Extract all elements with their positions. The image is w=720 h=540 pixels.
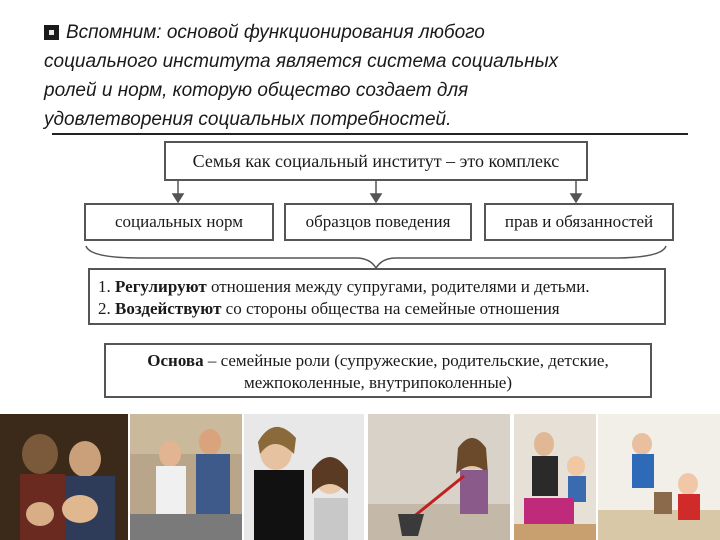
norms-box — [84, 203, 274, 241]
intro-line-3: ролей и норм, которую общество создает для — [44, 80, 469, 101]
mother-child-playroom-photo — [514, 414, 596, 540]
item-rights-duties: прав и обязанностей — [504, 212, 654, 231]
family-kitchen-photo — [130, 414, 242, 540]
intro-line-1: Вспомним: основой функционирования любого — [66, 22, 485, 43]
functions-box — [88, 268, 666, 325]
diagram-title: Семья как социальный институт – это комплекс — [192, 150, 560, 171]
children-playing-photo — [598, 414, 720, 540]
intro-line-4: удовлетворения социальных потребностей. — [44, 109, 452, 130]
rights-duties-box — [484, 203, 674, 241]
function-item: 2. Воздействуют со стороны общества на семейные отношения — [98, 299, 560, 318]
basis-text-2: межпоколенные, внутрипоколенные) — [244, 373, 512, 392]
girl-sweeping-photo — [368, 414, 510, 540]
basis-label: Основа — [147, 351, 204, 370]
basis-box — [104, 343, 652, 398]
intro-line-2: социального института является система социальных — [44, 51, 559, 72]
function-verb: Регулируют — [115, 277, 207, 296]
basis-text-1: – семейные роли (супружеские, родительские, детские, — [203, 351, 609, 370]
item-norms: социальных норм — [114, 212, 244, 231]
painting-holy-family-photo — [0, 414, 128, 540]
item-behavior-patterns: образцов поведения — [305, 212, 451, 231]
family-institution-box — [164, 141, 588, 181]
mother-scolding-girl-photo — [244, 414, 364, 540]
behavior-patterns-box — [284, 203, 472, 241]
function-item: 1. Регулируют отношения между супругами, родителями и детьми. — [98, 277, 590, 296]
function-verb: Воздействуют — [115, 299, 222, 318]
